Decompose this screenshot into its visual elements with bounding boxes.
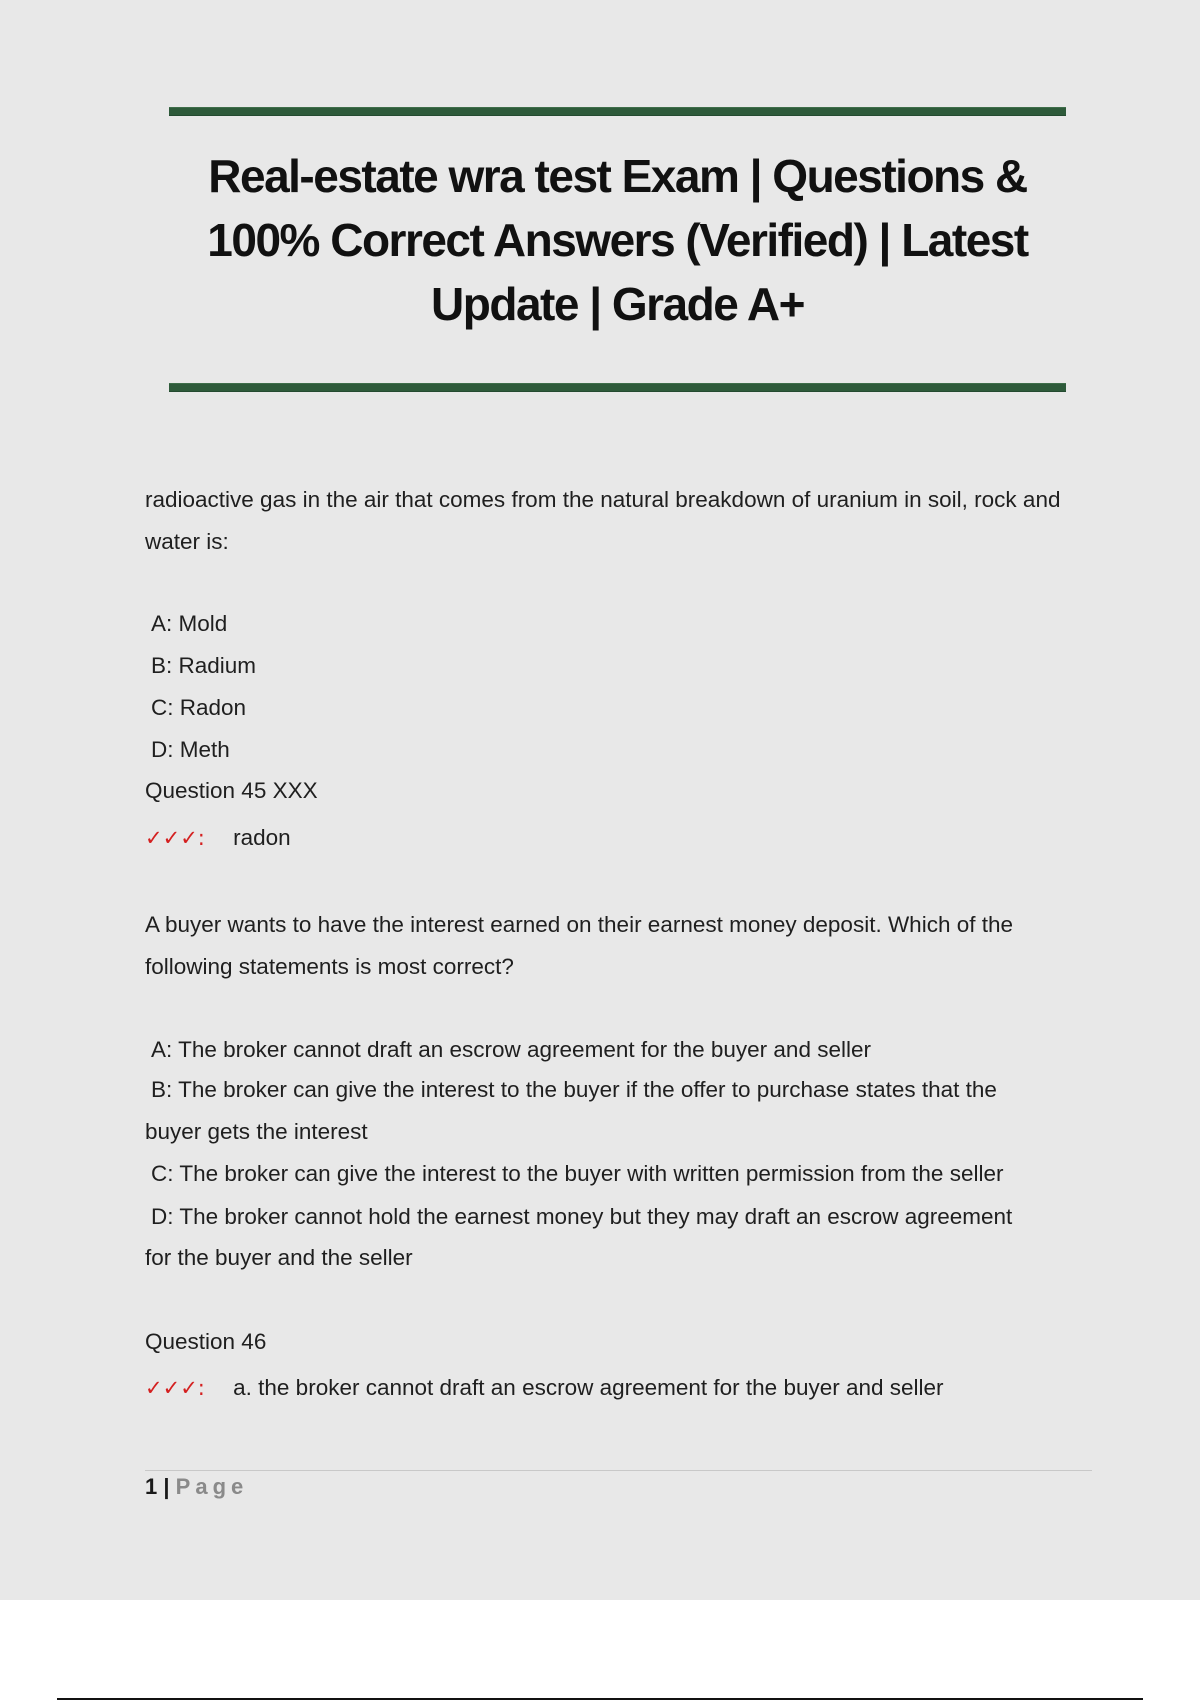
question-46-option-b-continued: buyer gets the interest xyxy=(145,1119,368,1144)
question-46-option-a: A: The broker cannot draft an escrow agreement for the buyer and seller xyxy=(151,1037,871,1062)
question-46-option-d-continued: for the buyer and the seller xyxy=(145,1245,413,1270)
question-45-answer: radon xyxy=(233,825,291,850)
question-46-option-b: B: The broker can give the interest to the buyer if the offer to purchase states that the xyxy=(151,1077,997,1102)
question-45-option-b: B: Radium xyxy=(151,653,257,678)
page-word: Page xyxy=(175,1474,249,1499)
check-marks-icon: ✓✓✓: xyxy=(145,1376,205,1400)
question-46-prompt: A buyer wants to have the interest earned on their earnest money deposit. Which of the following statements is most correct? xyxy=(145,912,1014,979)
title-bottom-rule xyxy=(169,383,1066,392)
question-46-answer-row xyxy=(145,1367,944,1409)
question-45-option-a: A: Mold xyxy=(151,611,228,636)
title-top-rule xyxy=(169,107,1066,116)
page-number xyxy=(145,1470,248,1504)
question-45-prompt: radioactive gas in the air that comes from the natural breakdown of uranium in soil, rock and water is: xyxy=(145,487,1061,554)
check-marks-icon: ✓✓✓: xyxy=(145,826,205,850)
question-45-option-d: D: Meth xyxy=(151,737,230,762)
document-title: Real-estate wra test Exam | Questions & 100% Correct Answers (Verified) | Latest Update | Grade A+ xyxy=(207,150,1028,330)
question-45-answer-row xyxy=(145,817,291,859)
page-number-value: 1 xyxy=(145,1474,158,1499)
question-45-option-c: C: Radon xyxy=(151,695,247,720)
question-46-label: Question 46 xyxy=(145,1329,267,1354)
question-46-option-d: D: The broker cannot hold the earnest money but they may draft an escrow agreement xyxy=(151,1204,1013,1229)
question-46-answer: a. the broker cannot draft an escrow agreement for the buyer and seller xyxy=(233,1375,944,1400)
page-number-separator: | xyxy=(163,1474,170,1499)
footer-divider xyxy=(145,1470,1092,1471)
question-45-label: Question 45 XXX xyxy=(145,778,318,803)
question-46-option-c: C: The broker can give the interest to the buyer with written permission from the seller xyxy=(151,1161,1004,1186)
